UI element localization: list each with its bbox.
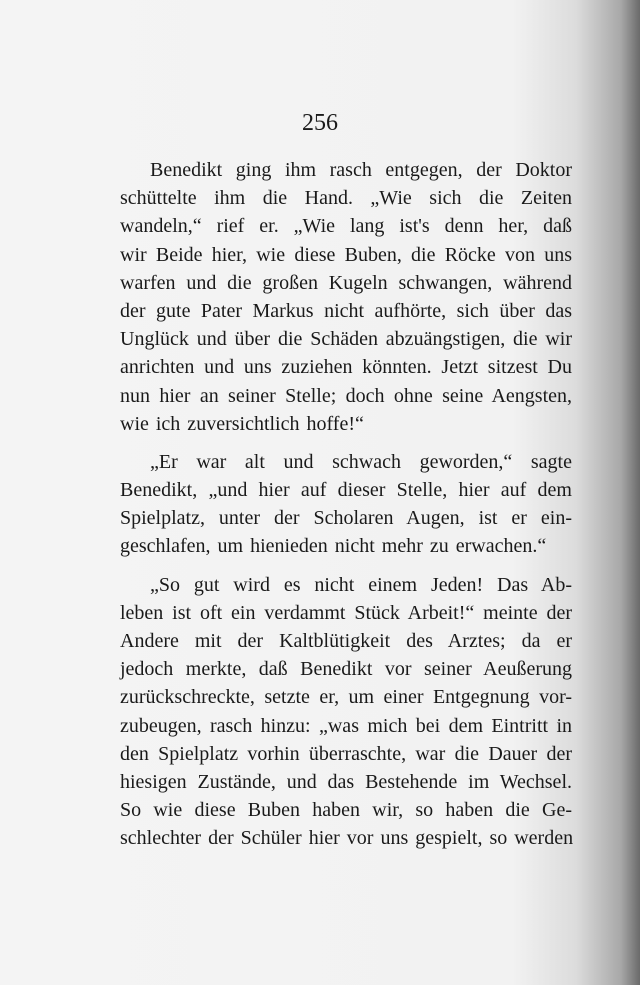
- text-line: Andere mit der Kaltblütigkeit des Arztes; da er: [120, 630, 572, 652]
- paragraph: [120, 448, 572, 561]
- text-line: So wie diese Buben haben wir, so haben die Ge-: [120, 799, 572, 822]
- text-line: anrichten und uns zuziehen könnten. Jetzt sitzest Du: [120, 356, 572, 379]
- text-line: der gute Pater Markus nicht aufhörte, sich über das: [120, 299, 572, 322]
- text-line: Benedikt ging ihm rasch entgegen, der Doktor: [150, 159, 572, 181]
- paragraph: [120, 156, 572, 438]
- text-line: schlechter der Schüler hier vor uns gespielt, so werden: [120, 827, 574, 850]
- text-line: geschlafen, um hienieden nicht mehr zu erwachen.“: [120, 535, 547, 558]
- text-line: zubeugen, rasch hinzu: „was mich bei dem Eintritt in: [120, 714, 572, 737]
- paragraph-gap: [120, 561, 572, 571]
- text-line: den Spielplatz vorhin überraschte, war die Dauer der: [120, 742, 572, 765]
- text-line: wir Beide hier, wie diese Buben, die Röcke von uns: [120, 243, 572, 266]
- text-line: wie ich zuversichtlich hoffe!“: [120, 412, 364, 435]
- text-line: hiesigen Zustände, und das Bestehende im Wechsel.: [120, 770, 572, 793]
- text-line: Unglück und über die Schäden abzuängstigen, die wir: [120, 328, 572, 351]
- text-line: Benedikt, „und hier auf dieser Stelle, hier auf dem: [120, 479, 572, 502]
- text-line: „Er war alt und schwach geworden,“ sagte: [150, 450, 572, 473]
- text-line: wandeln,“ rief er. „Wie lang ist's denn her, daß: [120, 215, 572, 238]
- text-line: warfen und die großen Kugeln schwangen, während: [120, 271, 572, 294]
- text-line: nun hier an seiner Stelle; doch ohne seine Aengsten,: [120, 384, 572, 407]
- page-number: 256: [302, 110, 338, 136]
- text-line: jedoch merkte, daß Benedikt vor seiner Aeußerung: [120, 658, 572, 681]
- text-line: Spielplatz, unter der Scholaren Augen, ist er ein-: [120, 507, 572, 530]
- paragraph: [120, 571, 572, 853]
- text-line: „So gut wird es nicht einem Jeden! Das Ab-: [150, 573, 572, 596]
- text-line: schüttelte ihm die Hand. „Wie sich die Zeiten: [120, 187, 572, 210]
- text-line: leben ist oft ein verdammt Stück Arbeit!“ meinte der: [120, 601, 572, 624]
- body-text: [120, 156, 572, 853]
- paragraph-gap: [120, 438, 572, 448]
- text-line: zurückschreckte, setzte er, um einer Entgegnung vor-: [120, 686, 572, 709]
